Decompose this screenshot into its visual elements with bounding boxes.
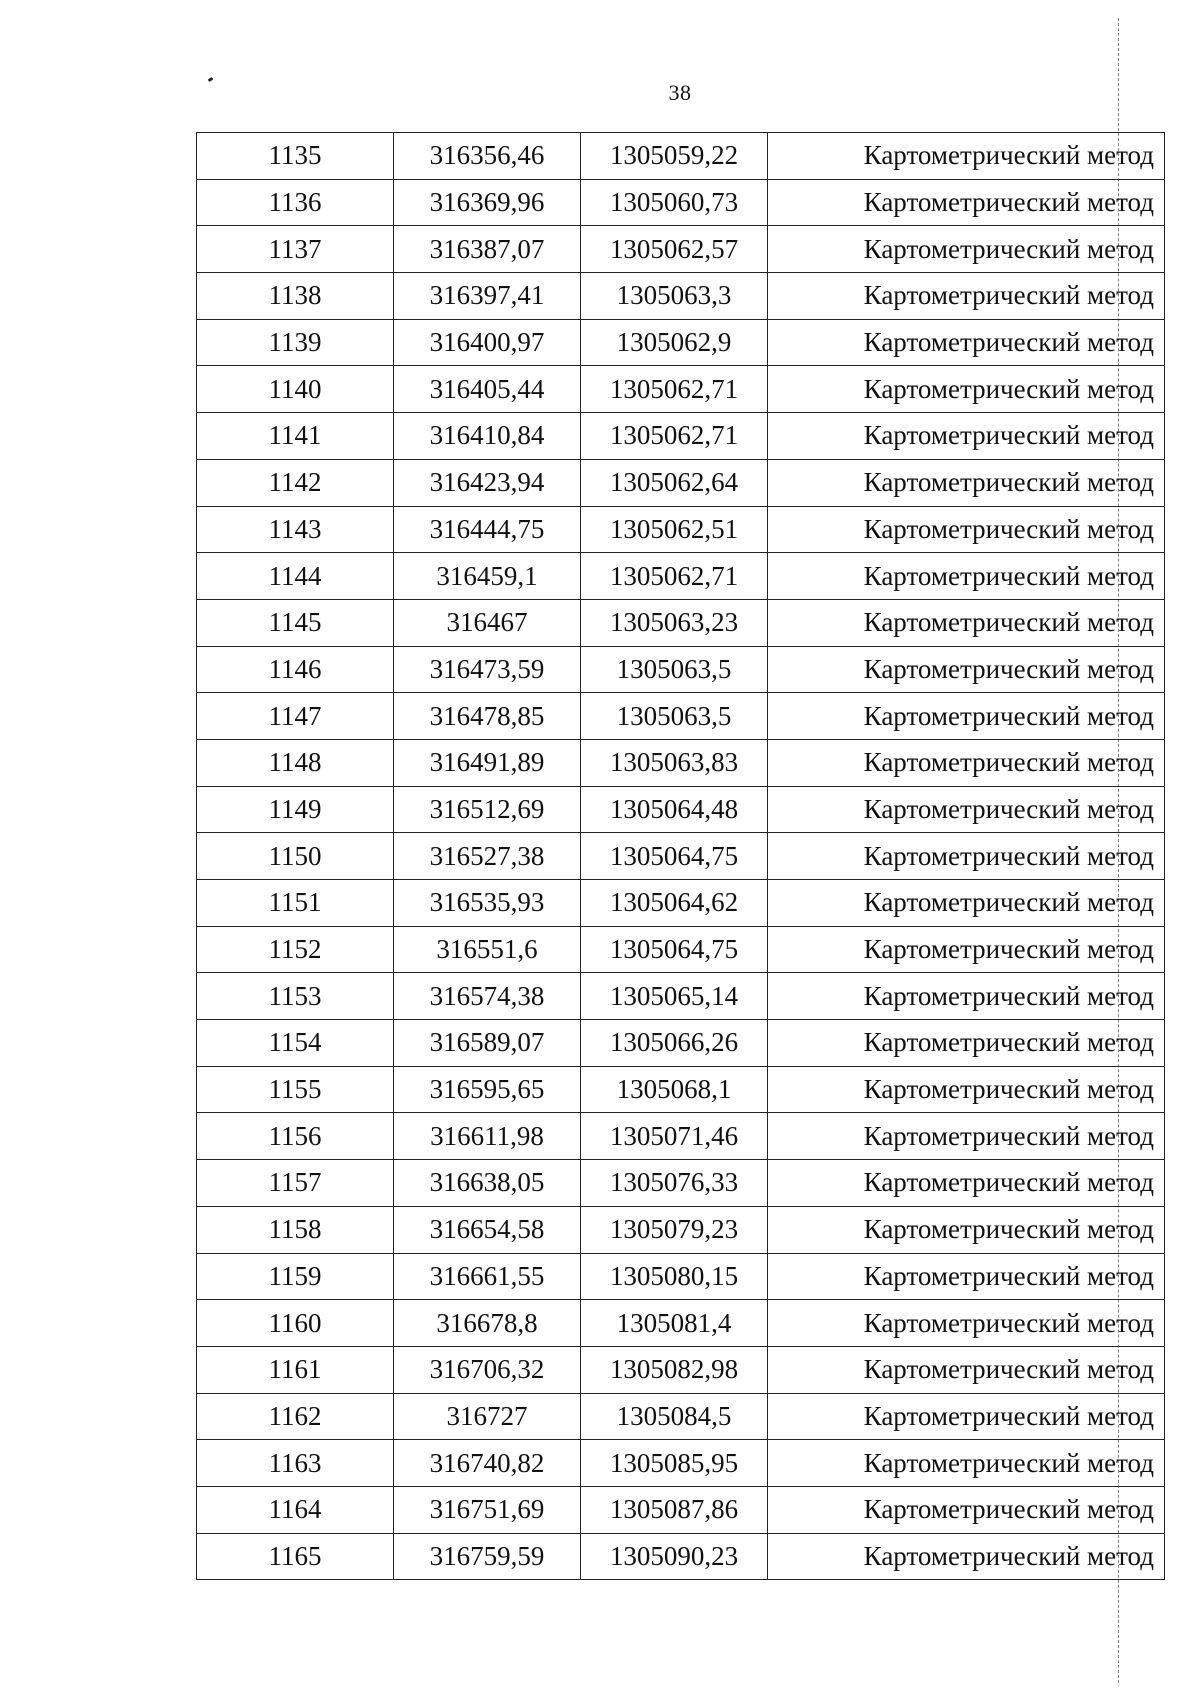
page-number: 38 (668, 80, 692, 105)
point-number-cell: 1156 (197, 1113, 394, 1160)
point-number-cell: 1136 (197, 179, 394, 226)
x-coordinate-cell: 316356,46 (394, 133, 581, 180)
x-coordinate-cell: 316444,75 (394, 506, 581, 553)
y-coordinate-cell: 1305082,98 (581, 1346, 768, 1393)
table-row (197, 693, 1165, 740)
table-row (197, 506, 1165, 553)
method-cell: Картометрический метод (768, 366, 1165, 413)
point-number-cell: 1140 (197, 366, 394, 413)
y-coordinate-cell: 1305062,51 (581, 506, 768, 553)
table-row (197, 319, 1165, 366)
x-coordinate-cell: 316638,05 (394, 1160, 581, 1207)
y-coordinate-cell: 1305059,22 (581, 133, 768, 180)
y-coordinate-cell: 1305062,9 (581, 319, 768, 366)
point-number-cell: 1147 (197, 693, 394, 740)
point-number-cell: 1158 (197, 1206, 394, 1253)
x-coordinate-cell: 316595,65 (394, 1066, 581, 1113)
point-number-cell: 1151 (197, 880, 394, 927)
method-cell: Картометрический метод (768, 1300, 1165, 1347)
coordinates-table-body (197, 133, 1165, 1580)
y-coordinate-cell: 1305071,46 (581, 1113, 768, 1160)
x-coordinate-cell: 316369,96 (394, 179, 581, 226)
x-coordinate-cell: 316400,97 (394, 319, 581, 366)
point-number-cell: 1161 (197, 1346, 394, 1393)
y-coordinate-cell: 1305090,23 (581, 1533, 768, 1580)
point-number-cell: 1165 (197, 1533, 394, 1580)
table-row (197, 553, 1165, 600)
y-coordinate-cell: 1305080,15 (581, 1253, 768, 1300)
table-row (197, 1533, 1165, 1580)
x-coordinate-cell: 316473,59 (394, 646, 581, 693)
y-coordinate-cell: 1305076,33 (581, 1160, 768, 1207)
method-cell: Картометрический метод (768, 319, 1165, 366)
point-number-cell: 1144 (197, 553, 394, 600)
method-cell: Картометрический метод (768, 1253, 1165, 1300)
point-number-cell: 1162 (197, 1393, 394, 1440)
x-coordinate-cell: 316478,85 (394, 693, 581, 740)
x-coordinate-cell: 316467 (394, 599, 581, 646)
y-coordinate-cell: 1305062,71 (581, 413, 768, 460)
point-number-cell: 1148 (197, 739, 394, 786)
x-coordinate-cell: 316423,94 (394, 459, 581, 506)
method-cell: Картометрический метод (768, 1206, 1165, 1253)
x-coordinate-cell: 316459,1 (394, 553, 581, 600)
point-number-cell: 1138 (197, 273, 394, 320)
table-row (197, 1113, 1165, 1160)
method-cell: Картометрический метод (768, 273, 1165, 320)
table-row (197, 973, 1165, 1020)
y-coordinate-cell: 1305064,48 (581, 786, 768, 833)
point-number-cell: 1141 (197, 413, 394, 460)
table-row (197, 179, 1165, 226)
method-cell: Картометрический метод (768, 833, 1165, 880)
method-cell: Картометрический метод (768, 693, 1165, 740)
point-number-cell: 1143 (197, 506, 394, 553)
y-coordinate-cell: 1305064,75 (581, 833, 768, 880)
table-row (197, 739, 1165, 786)
method-cell: Картометрический метод (768, 179, 1165, 226)
point-number-cell: 1164 (197, 1486, 394, 1533)
y-coordinate-cell: 1305064,62 (581, 880, 768, 927)
x-coordinate-cell: 316527,38 (394, 833, 581, 880)
point-number-cell: 1155 (197, 1066, 394, 1113)
point-number-cell: 1163 (197, 1440, 394, 1487)
y-coordinate-cell: 1305063,83 (581, 739, 768, 786)
method-cell: Картометрический метод (768, 1113, 1165, 1160)
x-coordinate-cell: 316759,59 (394, 1533, 581, 1580)
method-cell: Картометрический метод (768, 459, 1165, 506)
method-cell: Картометрический метод (768, 1066, 1165, 1113)
x-coordinate-cell: 316654,58 (394, 1206, 581, 1253)
point-number-cell: 1135 (197, 133, 394, 180)
y-coordinate-cell: 1305062,71 (581, 553, 768, 600)
table-row (197, 646, 1165, 693)
method-cell: Картометрический метод (768, 599, 1165, 646)
table-row (197, 1020, 1165, 1067)
point-number-cell: 1139 (197, 319, 394, 366)
table-row (197, 1440, 1165, 1487)
point-number-cell: 1153 (197, 973, 394, 1020)
table-row (197, 273, 1165, 320)
y-coordinate-cell: 1305063,5 (581, 693, 768, 740)
point-number-cell: 1142 (197, 459, 394, 506)
table-row (197, 880, 1165, 927)
point-number-cell: 1137 (197, 226, 394, 273)
x-coordinate-cell: 316574,38 (394, 973, 581, 1020)
table-row (197, 1160, 1165, 1207)
y-coordinate-cell: 1305065,14 (581, 973, 768, 1020)
y-coordinate-cell: 1305085,95 (581, 1440, 768, 1487)
method-cell: Картометрический метод (768, 226, 1165, 273)
method-cell: Картометрический метод (768, 506, 1165, 553)
x-coordinate-cell: 316706,32 (394, 1346, 581, 1393)
method-cell: Картометрический метод (768, 926, 1165, 973)
x-coordinate-cell: 316751,69 (394, 1486, 581, 1533)
y-coordinate-cell: 1305081,4 (581, 1300, 768, 1347)
coordinates-table (196, 132, 1165, 1580)
y-coordinate-cell: 1305079,23 (581, 1206, 768, 1253)
table-row (197, 413, 1165, 460)
method-cell: Картометрический метод (768, 553, 1165, 600)
method-cell: Картометрический метод (768, 973, 1165, 1020)
x-coordinate-cell: 316397,41 (394, 273, 581, 320)
x-coordinate-cell: 316678,8 (394, 1300, 581, 1347)
y-coordinate-cell: 1305060,73 (581, 179, 768, 226)
point-number-cell: 1145 (197, 599, 394, 646)
method-cell: Картометрический метод (768, 1020, 1165, 1067)
point-number-cell: 1157 (197, 1160, 394, 1207)
y-coordinate-cell: 1305064,75 (581, 926, 768, 973)
x-coordinate-cell: 316535,93 (394, 880, 581, 927)
x-coordinate-cell: 316512,69 (394, 786, 581, 833)
method-cell: Картометрический метод (768, 1393, 1165, 1440)
point-number-cell: 1146 (197, 646, 394, 693)
table-row (197, 786, 1165, 833)
method-cell: Картометрический метод (768, 1160, 1165, 1207)
table-row (197, 133, 1165, 180)
method-cell: Картометрический метод (768, 1486, 1165, 1533)
y-coordinate-cell: 1305063,23 (581, 599, 768, 646)
y-coordinate-cell: 1305062,71 (581, 366, 768, 413)
x-coordinate-cell: 316611,98 (394, 1113, 581, 1160)
x-coordinate-cell: 316661,55 (394, 1253, 581, 1300)
point-number-cell: 1149 (197, 786, 394, 833)
method-cell: Картометрический метод (768, 133, 1165, 180)
y-coordinate-cell: 1305066,26 (581, 1020, 768, 1067)
x-coordinate-cell: 316727 (394, 1393, 581, 1440)
table-row (197, 926, 1165, 973)
y-coordinate-cell: 1305087,86 (581, 1486, 768, 1533)
table-row (197, 599, 1165, 646)
table-row (197, 1346, 1165, 1393)
point-number-cell: 1159 (197, 1253, 394, 1300)
table-row (197, 1300, 1165, 1347)
y-coordinate-cell: 1305062,57 (581, 226, 768, 273)
x-coordinate-cell: 316589,07 (394, 1020, 581, 1067)
method-cell: Картометрический метод (768, 413, 1165, 460)
x-coordinate-cell: 316410,84 (394, 413, 581, 460)
table-row (197, 226, 1165, 273)
y-coordinate-cell: 1305063,5 (581, 646, 768, 693)
table-row (197, 1206, 1165, 1253)
table-row (197, 1066, 1165, 1113)
table-row (197, 366, 1165, 413)
x-coordinate-cell: 316405,44 (394, 366, 581, 413)
method-cell: Картометрический метод (768, 1440, 1165, 1487)
table-row (197, 1253, 1165, 1300)
method-cell: Картометрический метод (768, 786, 1165, 833)
y-coordinate-cell: 1305062,64 (581, 459, 768, 506)
x-coordinate-cell: 316387,07 (394, 226, 581, 273)
method-cell: Картометрический метод (768, 1533, 1165, 1580)
table-row (197, 833, 1165, 880)
table-row (197, 459, 1165, 506)
point-number-cell: 1150 (197, 833, 394, 880)
method-cell: Картометрический метод (768, 739, 1165, 786)
table-row (197, 1393, 1165, 1440)
point-number-cell: 1152 (197, 926, 394, 973)
point-number-cell: 1154 (197, 1020, 394, 1067)
y-coordinate-cell: 1305084,5 (581, 1393, 768, 1440)
x-coordinate-cell: 316551,6 (394, 926, 581, 973)
x-coordinate-cell: 316491,89 (394, 739, 581, 786)
y-coordinate-cell: 1305063,3 (581, 273, 768, 320)
point-number-cell: 1160 (197, 1300, 394, 1347)
table-row (197, 1486, 1165, 1533)
method-cell: Картометрический метод (768, 646, 1165, 693)
x-coordinate-cell: 316740,82 (394, 1440, 581, 1487)
method-cell: Картометрический метод (768, 1346, 1165, 1393)
method-cell: Картометрический метод (768, 880, 1165, 927)
y-coordinate-cell: 1305068,1 (581, 1066, 768, 1113)
